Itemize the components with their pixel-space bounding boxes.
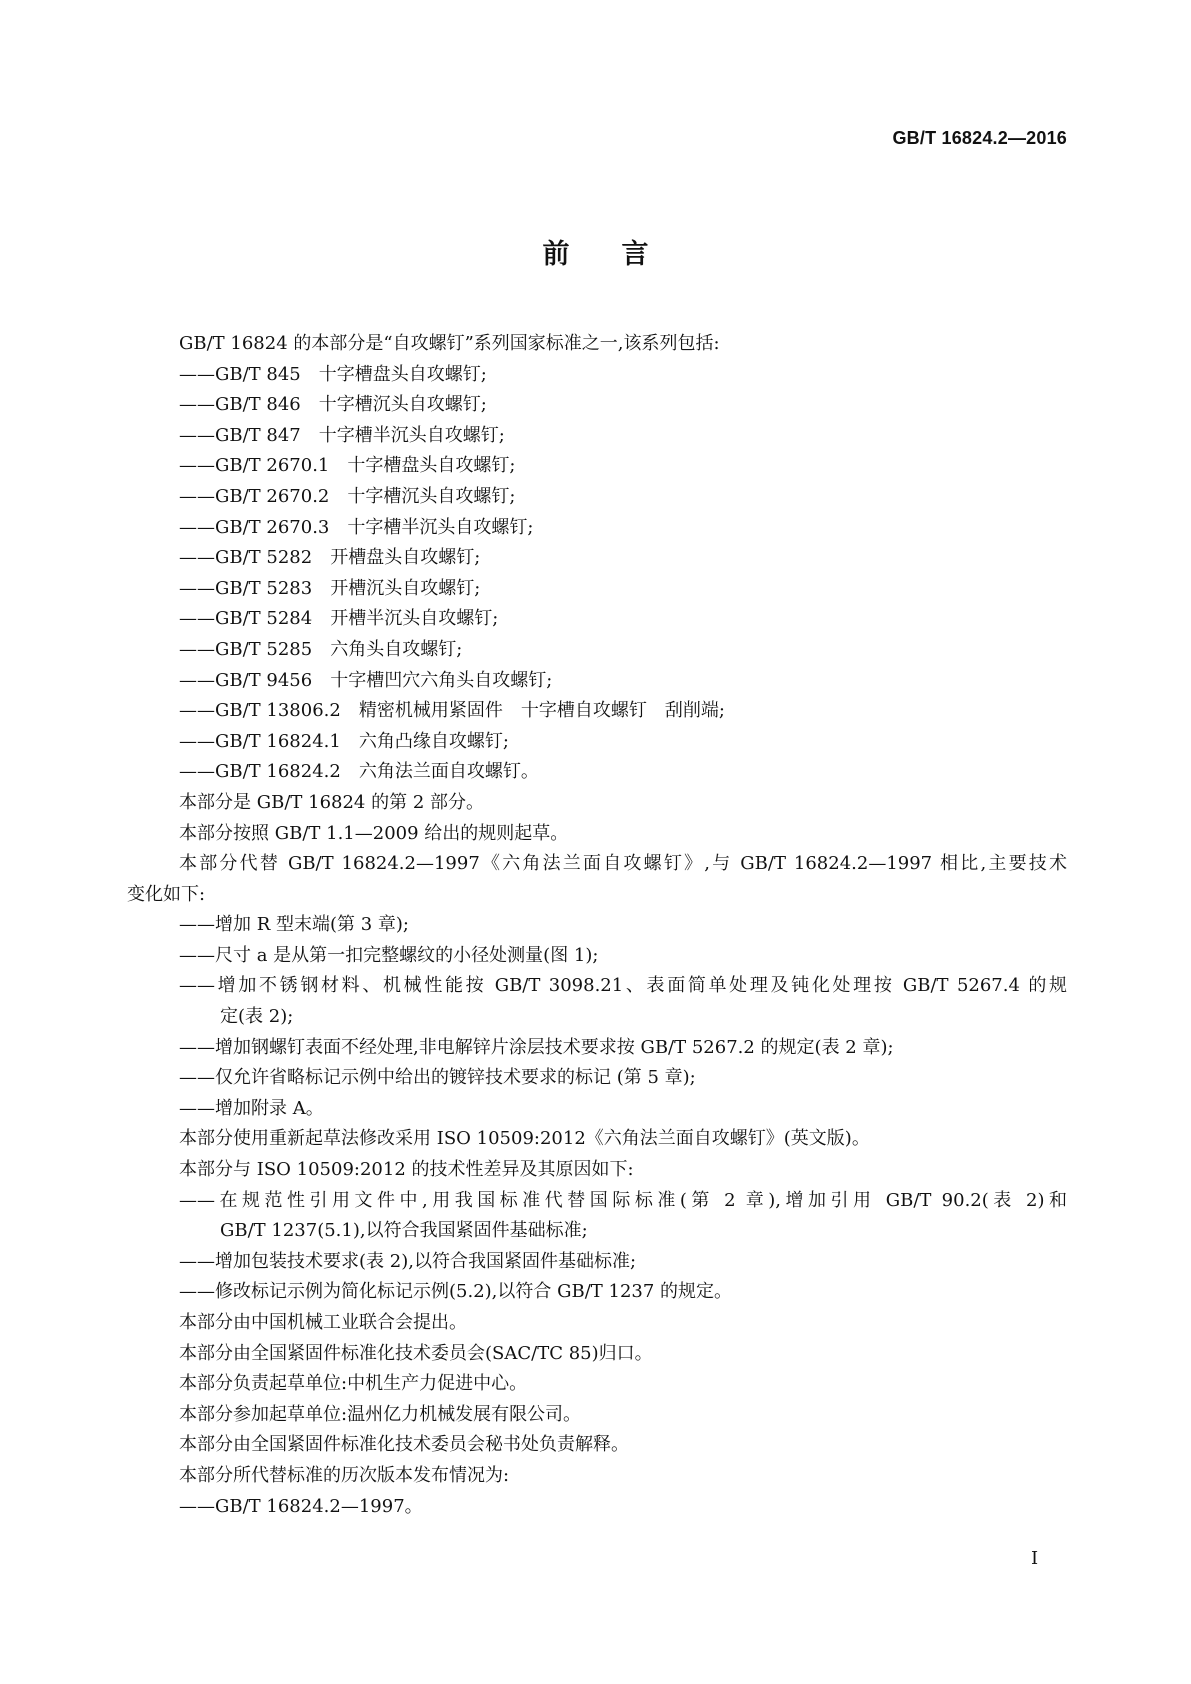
paragraph-line: 本部分与 ISO 10509:2012 的技术性差异及其原因如下: <box>179 1159 634 1181</box>
list-item: ——GB/T 13806.2 精密机械用紧固件 十字槽自攻螺钉 刮削端; <box>179 700 725 722</box>
title-char: 前 <box>542 239 570 270</box>
paragraph-line: 本部分由中国机械工业联合会提出。 <box>179 1312 467 1333</box>
list-item: ——修改标记示例为简化标记示例(5.2),以符合 GB/T 1237 的规定。 <box>179 1281 733 1303</box>
list-item: ——增加钢螺钉表面不经处理,非电解锌片涂层技术要求按 GB/T 5267.2 的规定(表 2 章); <box>179 1036 894 1058</box>
list-item: ——GB/T 16824.2—1997。 <box>179 1495 423 1517</box>
paragraph-line: 本部分参加起草单位:温州亿力机械发展有限公司。 <box>179 1403 582 1425</box>
paragraph-line: 本部分代替 GB/T 16824.2—1997《六角法兰面自攻螺钉》,与 GB/T 16824.2—1997 相比,主要技术 <box>179 853 1067 875</box>
paragraph-line: 定(表 2); <box>220 1006 294 1028</box>
list-item: ——GB/T 2670.3 十字槽半沉头自攻螺钉; <box>179 516 534 538</box>
list-item: ——GB/T 846 十字槽沉头自攻螺钉; <box>179 394 487 416</box>
paragraph-line: 本部分负责起草单位:中机生产力促进中心。 <box>179 1373 528 1395</box>
list-item: ——GB/T 2670.2 十字槽沉头自攻螺钉; <box>179 485 516 507</box>
list-item: ——仅允许省略标记示例中给出的镀锌技术要求的标记 (第 5 章); <box>179 1067 696 1089</box>
paragraph-line: 本部分由全国紧固件标准化技术委员会(SAC/TC 85)归口。 <box>179 1342 653 1364</box>
list-item: ——GB/T 5284 开槽半沉头自攻螺钉; <box>179 608 499 630</box>
foreword-body <box>127 329 1067 1522</box>
document-number: GB/T 16824.2—2016 <box>892 128 1067 148</box>
list-item: ——GB/T 5285 六角头自攻螺钉; <box>179 638 463 660</box>
paragraph-line: 本部分所代替标准的历次版本发布情况为: <box>179 1464 510 1486</box>
list-item: ——增加 R 型末端(第 3 章); <box>179 914 410 936</box>
paragraph-line: 变化如下: <box>127 883 206 905</box>
list-item: ——GB/T 847 十字槽半沉头自攻螺钉; <box>179 424 505 446</box>
page-number: I <box>1031 1548 1039 1569</box>
list-item: ——GB/T 2670.1 十字槽盘头自攻螺钉; <box>179 455 516 477</box>
list-item: ——增加包装技术要求(表 2),以符合我国紧固件基础标准; <box>179 1250 637 1272</box>
list-item: ——GB/T 5282 开槽盘头自攻螺钉; <box>179 547 481 569</box>
list-item: ——GB/T 5283 开槽沉头自攻螺钉; <box>179 577 481 599</box>
list-item: ——增加不锈钢材料、机械性能按 GB/T 3098.21、表面简单处理及钝化处理按 GB/T 5267.4 的规 <box>179 975 1067 997</box>
list-item: ——增加附录 A。 <box>179 1097 324 1119</box>
paragraph-line: 本部分由全国紧固件标准化技术委员会秘书处负责解释。 <box>179 1434 629 1456</box>
paragraph-line: 本部分是 GB/T 16824 的第 2 部分。 <box>179 791 484 813</box>
paragraph-line: GB/T 1237(5.1),以符合我国紧固件基础标准; <box>220 1220 588 1242</box>
paragraph-line: 本部分按照 GB/T 1.1—2009 给出的规则起草。 <box>179 822 569 844</box>
list-item: ——GB/T 9456 十字槽凹穴六角头自攻螺钉; <box>179 669 553 691</box>
list-item: ——GB/T 16824.1 六角凸缘自攻螺钉; <box>179 730 509 752</box>
list-item: ——在规范性引用文件中,用我国标准代替国际标准(第 2 章),增加引用 GB/T 90.2(表 2)和 <box>179 1189 1067 1211</box>
list-item: ——尺寸 a 是从第一扣完整螺纹的小径处测量(图 1); <box>179 944 599 966</box>
title-char: 言 <box>621 239 649 270</box>
page-title <box>0 232 1191 271</box>
list-item: ——GB/T 16824.2 六角法兰面自攻螺钉。 <box>179 761 539 783</box>
paragraph-line: GB/T 16824 的本部分是“自攻螺钉”系列国家标准之一,该系列包括: <box>179 333 720 354</box>
list-item: ——GB/T 845 十字槽盘头自攻螺钉; <box>179 363 487 385</box>
paragraph-line: 本部分使用重新起草法修改采用 ISO 10509:2012《六角法兰面自攻螺钉》(英文版)。 <box>179 1128 870 1150</box>
